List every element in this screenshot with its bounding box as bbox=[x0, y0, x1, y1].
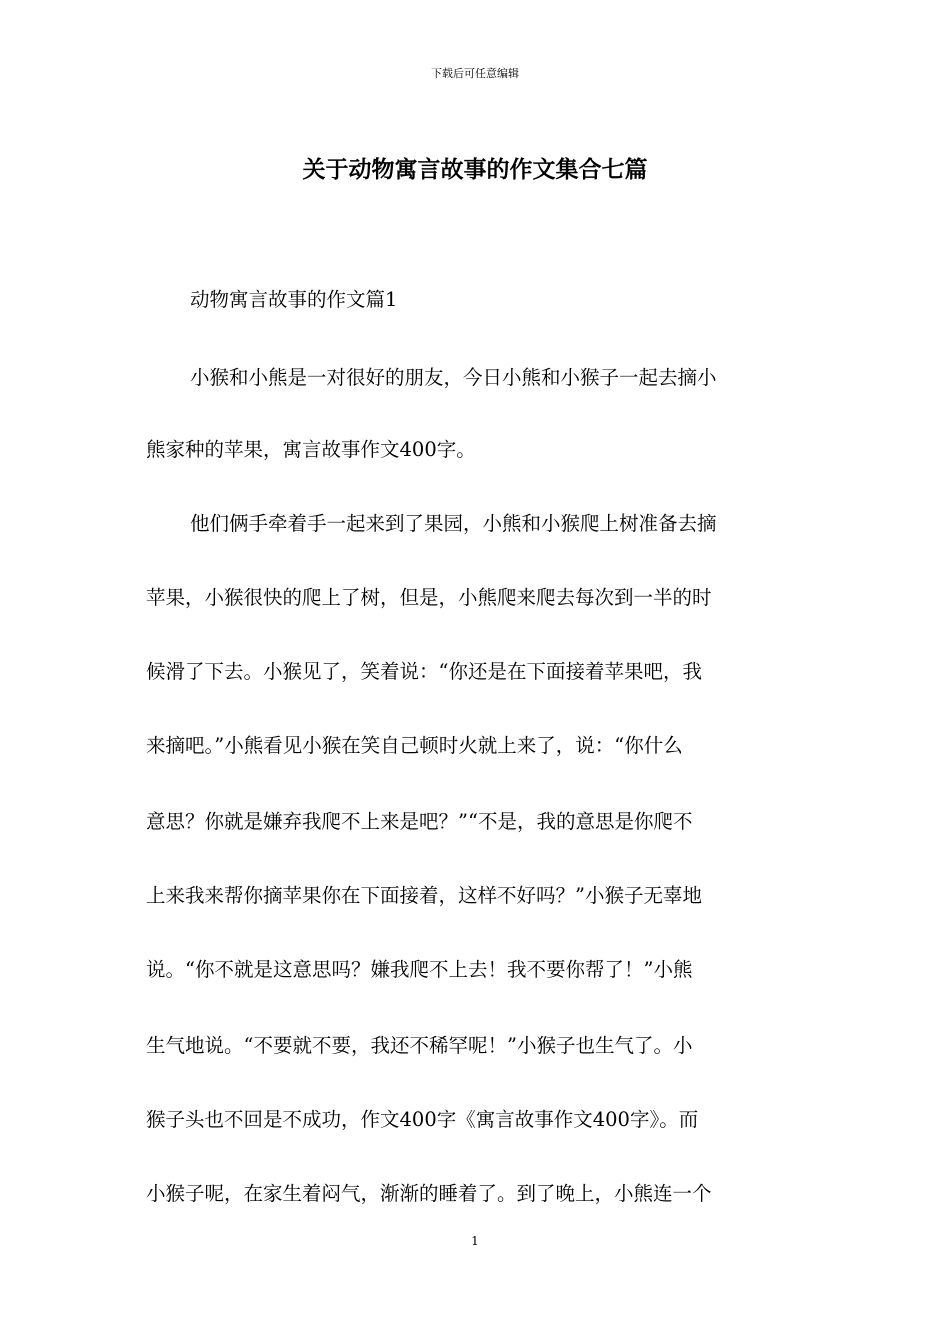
paragraph-1-line-2: 熊家种的苹果，寓言故事作文400字。 bbox=[146, 438, 476, 461]
document-title: 关于动物寓言故事的作文集合七篇 bbox=[302, 157, 648, 183]
paragraph-2-line-4: 来摘吧。”小熊看见小猴在笑自己顿时火就上来了，说：“你什么 bbox=[146, 734, 683, 757]
paragraph-2-line-7: 说。“你不就是这意思吗？嫌我爬不上去！我不要你帮了！”小熊 bbox=[146, 958, 693, 981]
paragraph-2-line-10: 小猴子呢，在家生着闷气，渐渐的睡着了。到了晚上，小熊连一个 bbox=[146, 1182, 712, 1205]
page-number: 1 bbox=[471, 1234, 479, 1248]
paragraph-2-line-8: 生气地说。“不要就不要，我还不稀罕呢！”小猴子也生气了。小 bbox=[146, 1034, 693, 1057]
page-header-note: 下载后可任意编辑 bbox=[431, 67, 519, 80]
paragraph-1-line-1: 小猴和小熊是一对很好的朋友，今日小熊和小猴子一起去摘小 bbox=[190, 366, 717, 389]
paragraph-2-line-3: 候滑了下去。小猴见了，笑着说：“你还是在下面接着苹果吧，我 bbox=[146, 660, 702, 683]
paragraph-2-line-5: 意思？你就是嫌弃我爬不上来是吧？”“不是，我的意思是你爬不 bbox=[146, 810, 693, 833]
section-heading: 动物寓言故事的作文篇1 bbox=[190, 288, 398, 311]
paragraph-2-line-1: 他们俩手牵着手一起来到了果园，小熊和小猴爬上树准备去摘 bbox=[190, 512, 717, 535]
paragraph-2-line-6: 上来我来帮你摘苹果你在下面接着，这样不好吗？”小猴子无辜地 bbox=[146, 884, 702, 907]
paragraph-2-line-9: 猴子头也不回是不成功，作文400字《寓言故事作文400字》。而 bbox=[146, 1108, 699, 1131]
paragraph-2-line-2: 苹果，小猴很快的爬上了树，但是，小熊爬来爬去每次到一半的时 bbox=[146, 586, 712, 609]
